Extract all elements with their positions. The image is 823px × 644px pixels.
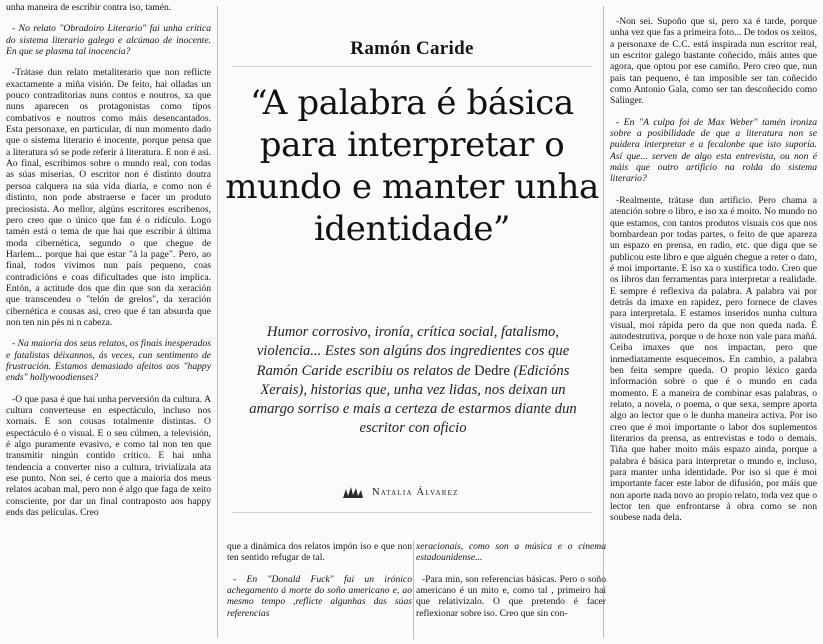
answer-finais: -O que pasa é que hai unha perversión da cultura. A cultura converteuse en espectáculo, incluso nos xornais. E son cousas totalmente distintas. O espectáculo é o visual. E o seu cúlmen, a televisión, é algo puramente evasivo, e como tal non ten que transmitir ningún contido crítico. E hai unha tendencia a converter niso a cultura, trivializala ata ese punto. Non sei, é certo que a maioría dos meus relatos acaban mal, pero non é algo que faga de xeito consciente, por dar un final contraposto aos happy ends das películas. Creo xyxy=(6,393,211,519)
author-name: Ramón Caride xyxy=(350,38,474,59)
byline: Natalia Álvarez xyxy=(372,487,459,498)
lede-paragraph xyxy=(238,323,588,439)
byline-rule xyxy=(232,512,592,513)
bottom-text-column-2 xyxy=(416,541,606,642)
title-rule xyxy=(232,66,592,67)
bottom1-continuation: que a dinámica dos relatos impón iso e que non ten sentido refugar de tal. xyxy=(227,541,412,564)
question-obradoiro: - No relato "Obradoiro Literario" fai unha crítica do sistema literario galego e alcúmao de inocente. En que se plasma tal inocencia? xyxy=(6,23,211,58)
byline-ornament-icon xyxy=(342,485,364,499)
answer-donald-fuck: -Para min, son referencias básicas. Pero o soño americano é un mito e, como tal , primeiro hai que relativizalo. O que pretendo é facer reflexionar sobre iso. Creo que sin con- xyxy=(416,573,606,619)
lede-part-2: (Edicións Xerais), historias que, unha vez lidas, nos deixan un amargo sorriso e mais a certeza de estarmos diante dun escritor con oficio xyxy=(249,362,577,437)
left-text-column xyxy=(6,2,211,642)
question-donald-fuck-continued: xeracionais, como son a música e o cinema estadounidense... xyxy=(416,541,606,564)
question-donald-fuck: - En "Donald Fuck" fai un irónico achegamento á morte do soño americano e, ao mesmo tempo ,reflicte algunhas das súas referencias xyxy=(227,573,412,619)
question-max-weber: - En "A culpa foi de Max Weber" tamén ironiza sobre a posibilidade de que a literatura non se puidera interpretar e a fecalonbe que isto suporía. Así que... serven de algo esta entrevista, ou non é máis que outro artificio na rolda do sistema literario? xyxy=(610,116,817,185)
answer-cc: -Non sei. Supoño que si, pero xa é tarde, porque unha vez que fas a primeira foto... De todos os xeitos, a personaxe de C.C. está inspirada nun escritor real, un escritor galego bastante coñecido, máis antes que agora, que optou por ese camiño. Pero creo que, nun país tan pequeno, é tan imposible ser tan coñecido como Antonio Gala, como ser tan descoñecido como Salinger. xyxy=(610,16,817,107)
column-divider-left xyxy=(217,6,218,638)
lede-part-1: Humor corrosivo, ironía, crítica social, fatalismo, violencia... Estes son algúns dos ingredientes cos que Ramón Caride escribiu os relatos de xyxy=(256,324,570,379)
bottom-text-column-1 xyxy=(227,541,412,642)
answer-obradoiro: -Trátase dun relato metaliterario que non reflicte exactamente a miña visión. De feito, hai olladas un pouco contraditorias nuns contos e noutros, xa que nuns aparecen os protagonistas como tipos combativos e noutros como máis desencantados. Esta personaxe, en particular, di nun momento dado que o sistema literario é inocente, porque pensa que a literatura só se pode referir á literatura. E non é así. Ao final, escribimos sobre o mundo real, con todas as súas miserias. O escritor non é distinto doutra persoa calquera na súa vida diaria, e como non é distinto, non pode abstraerse e facer un produto preciosista. Ao mellor, algúns escritores escribenos, pero creo que o único que fan é o ridículo. Logo tamén está o tema de que hai que escribir á última moda cibernética, segundo o que chegue de Harlem... porque hai que estar "á la page". Pero, ao final, todos vivimos nun país pequeno, coas contradicións e coas dificultades que isto implica. Entón, a actitude dos que din que son da xeración que transcendeu o "telón de grelos", da xeración cibernética e cousas así, creo que é tan absurda que non ten nin pés ni n cabeza. xyxy=(6,67,211,328)
headline: “A palabra é básica para interpretar o mundo e manter unha identidade” xyxy=(225,83,599,249)
question-finais: - Na maioría dos seus relatos, os finais inesperados e fatalistas déixannos, ás veces, cun sentimento de frustración. Estamos demasiado afeitos aos "happy ends" hollywoodienses? xyxy=(6,338,211,384)
column-divider-bottom xyxy=(413,541,414,639)
right-text-column xyxy=(610,16,817,642)
left-continuation: unha maneira de escribir contra iso, tamén. xyxy=(6,2,172,13)
answer-max-weber: -Realmente, trátase dun artificio. Pero chama a atención sobre o libro, e iso xa é moito. No mundo no que estamos, con tantos produtos visuais cos que nos bombardean por todas partes, o feito de que apareza un espazo en prensa, en radio, etc. que diga que se publicou este libro e que alguén chegue a reter o dato, é moi importante. E iso xa o xustifica todo. Creo que os libros dan ferramentas para interpretar a realidade. E sempre é reflexiva da palabra. A palabra vai por detrás da imaxe en rapidez, pero fornece de claves para interpretala. E estamos inseridos nunha cultura visual, moi rápida pero da que non queda nada. É autodestrutiva, porque o de hoxe non vale para mañá. Ceiba imaxes que nos impactan, pero que inmediatamente esquecemos. En cambio, a palabra ben feita sempre queda. O propio léxico garda información sobre o que é o mundo en cada momento. E a maneira de combinar esas palabras, o relato, a novela, o poema, o que sexa, sempre aporta algo ao lector que o le dunha maneira activa. Por iso creo que é moi importante o labor dos suplementos literarios da prensa, as entrevistas e todo o demais. Tiña que haber moito máis espazo ainda, porque a palabra é básica para interpretar o mundo e, incluso, para manter unha identidade. Por iso si que é moi importante facer este labor de difusión, por máis que non aporte nada novo ao propio relato, toda vez que o lector ten que enfrontarse á obra como se non soubese nada dela. xyxy=(610,194,817,524)
lede-book-title: Dedre xyxy=(474,362,510,379)
